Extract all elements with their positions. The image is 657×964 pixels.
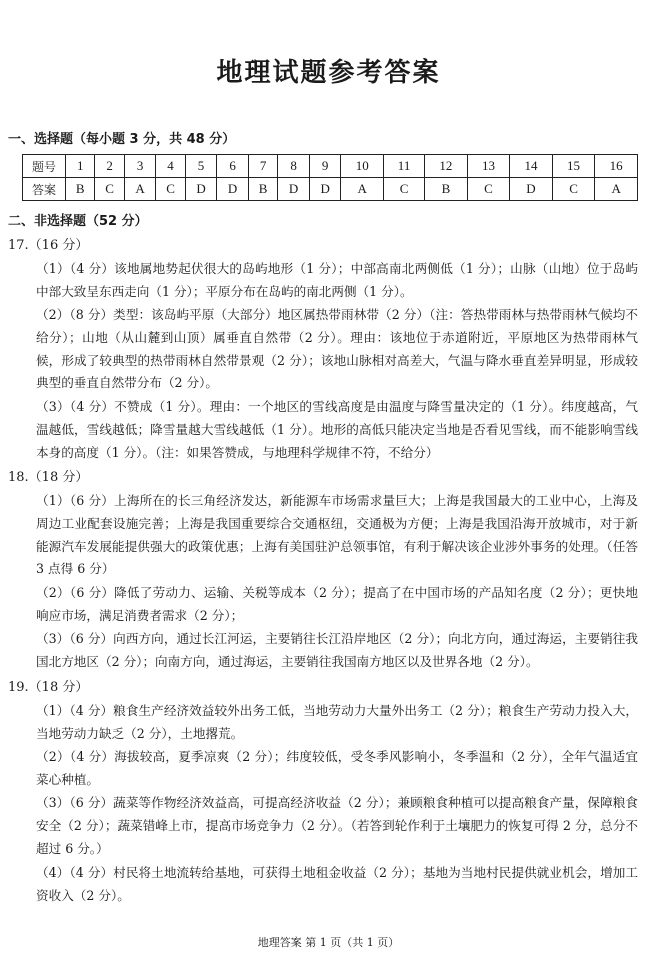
table-row-numbers: [23, 155, 638, 178]
answer-cell: A: [595, 178, 638, 201]
question-number-cell: 3: [124, 155, 156, 178]
question-number-cell: 1: [66, 155, 95, 178]
question-18-heading: 18.（18 分）: [8, 470, 89, 485]
q17-answer-3: （3）（4 分）不赞成（1 分）。理由：一个地区的雪线高度是由温度与降雪量决定的（1 分）。纬度越高，气温越低，雪线越低；降雪量越大雪线越低（1 分）。地形的高低只能决定当地是否看见雪线，而不能影响雪线本身的高度（1 分）。（注：如果答赞成，与地理科学规律不符，不给分）: [36, 399, 638, 460]
page-footer: 地理答案 第 1 页（共 1 页）: [257, 936, 400, 949]
question-number-cell: 6: [217, 155, 249, 178]
question-number-cell: 9: [309, 155, 341, 178]
question-number-cell: 5: [185, 155, 217, 178]
question-number-cell: 15: [552, 155, 595, 178]
q18-answer-1: （1）（6 分）上海所在的长三角经济发达，新能源车市场需求量巨大；上海是我国最大的工业中心，上海及周边工业配套设施完善；上海是我国重要综合交通枢纽，交通极为方便；上海是我国沿海开放城市，对于新能源汽车发展能提供强大的政策优惠；上海有美国驻沪总领事馆，有利于解决该企业涉外事务的处理。（任答 3 点得 6 分）: [36, 493, 638, 577]
question-number-cell: 12: [425, 155, 468, 178]
answer-cell: B: [248, 178, 277, 201]
answer-cell: B: [66, 178, 95, 201]
answer-cell: C: [156, 178, 185, 201]
answer-cell: A: [341, 178, 384, 201]
question-number-cell: 10: [341, 155, 384, 178]
question-number-cell: 14: [510, 155, 553, 178]
question-number-cell: 7: [248, 155, 277, 178]
answer-cell: D: [217, 178, 249, 201]
q19-answer-3: （3）（6 分）蔬菜等作物经济效益高，可提高经济收益（2 分）；兼顾粮食种植可以提高粮食产量，保障粮食安全（2 分）；蔬菜错峰上市，提高市场竞争力（2 分）。（若答到轮作利于土壤肥力的恢复可得 2 分，总分不超过 6 分。）: [36, 795, 638, 856]
answer-cell: D: [309, 178, 341, 201]
question-number-cell: 8: [278, 155, 310, 178]
q19-answer-4: （4）（4 分）村民将土地流转给基地，可获得土地租金收益（2 分）；基地为当地村民提供就业机会，增加工资收入（2 分）。: [36, 865, 638, 903]
answer-cell: C: [467, 178, 510, 201]
question-17-heading: 17.（16 分）: [8, 238, 89, 253]
question-number-cell: 16: [595, 155, 638, 178]
answer-table: [22, 154, 638, 201]
question-number-cell: 4: [156, 155, 185, 178]
q17-answer-1: （1）（4 分）该地属地势起伏很大的岛屿地形（1 分）；中部高南北两侧低（1 分）；山脉（山地）位于岛屿中部大致呈东西走向（1 分）；平原分布在岛屿的南北两侧（1 分）。: [36, 261, 638, 299]
answer-cell: B: [425, 178, 468, 201]
answer-cell: C: [95, 178, 124, 201]
question-number-cell: 2: [95, 155, 124, 178]
section-heading-choice: 一、选择题（每小题 3 分，共 48 分）: [8, 132, 236, 147]
q19-answer-2: （2）（4 分）海拔较高，夏季凉爽（2 分）；纬度较低，受冬季风影响小，冬季温和（2 分），全年气温适宜菜心种植。: [36, 749, 638, 787]
table-row-label: 答案: [23, 178, 66, 201]
q18-answer-2: （2）（6 分）降低了劳动力、运输、关税等成本（2 分）；提高了在中国市场的产品知名度（2 分）；更快地响应市场，满足消费者需求（2 分）；: [36, 585, 638, 623]
q17-answer-2: （2）（8 分）类型：该岛屿平原（大部分）地区属热带雨林带（2 分）（注：答热带雨林与热带雨林气候均不给分）；山地（从山麓到山顶）属垂直自然带（2 分）。理由：该地位于赤道附近，平原地区为热带雨林气候，形成了较典型的热带雨林自然带景观（2 分）；该地山脉相对高差大，气温与降水垂直差异明显，形成较典型的垂直自然带分布（2 分）。: [36, 307, 638, 391]
table-row-label: 题号: [23, 155, 66, 178]
page-title: 地理试题参考答案: [216, 58, 441, 88]
question-number-cell: 11: [384, 155, 425, 178]
q18-answer-3: （3）（6 分）向西方向，通过长江河运，主要销往长江沿岸地区（2 分）；向北方向，通过海运，主要销往我国北方地区（2 分）；向南方向，通过海运，主要销往我国南方地区以及世界各地（2 分）。: [36, 631, 638, 669]
question-19-heading: 19.（18 分）: [8, 680, 89, 695]
answer-cell: C: [552, 178, 595, 201]
answer-cell: D: [278, 178, 310, 201]
table-row-answers: [23, 178, 638, 201]
answer-cell: A: [124, 178, 156, 201]
section-heading-nonchoice: 二、非选择题（52 分）: [8, 214, 148, 229]
q19-answer-1: （1）（4 分）粮食生产经济效益较外出务工低，当地劳动力大量外出务工（2 分）；粮食生产劳动力投入大，当地劳动力缺乏（2 分），土地撂荒。: [36, 703, 638, 741]
question-number-cell: 13: [467, 155, 510, 178]
answer-cell: C: [384, 178, 425, 201]
answer-cell: D: [185, 178, 217, 201]
answer-cell: D: [510, 178, 553, 201]
